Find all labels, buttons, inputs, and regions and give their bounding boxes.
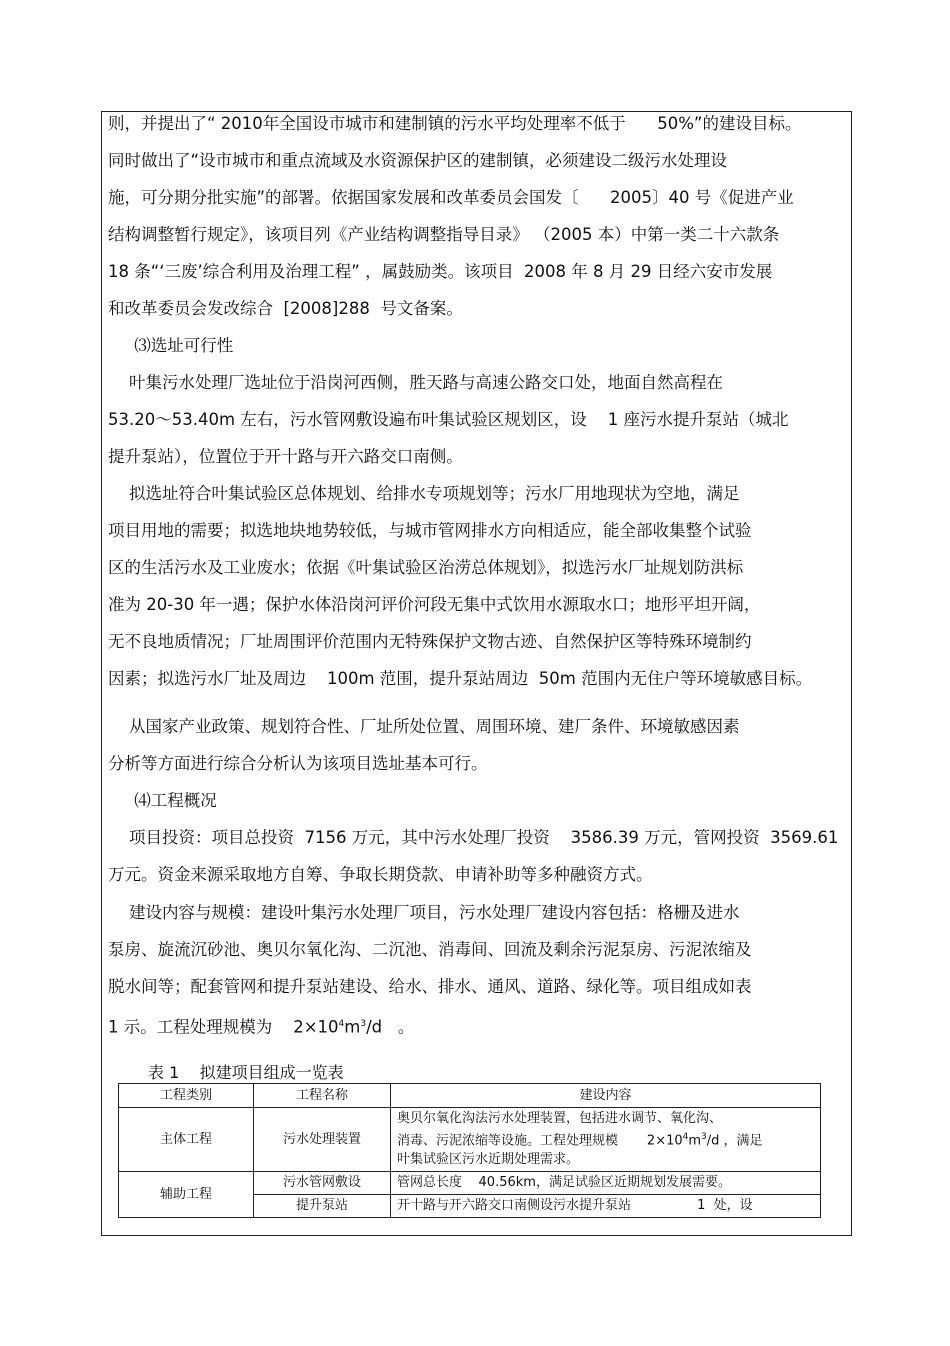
paragraph-line: 53.20～53.40m 左右，污水管网敷设遍布叶集试验区规划区，设 1 座污水提升泵站（城北: [108, 410, 789, 429]
table-cell-category: 主体工程: [119, 1108, 254, 1172]
unit-text: m: [344, 1017, 361, 1037]
superscript: 3: [360, 1019, 367, 1029]
table-cell-name: 提升泵站: [254, 1195, 391, 1218]
table-caption: 表 1 拟建项目组成一览表: [148, 1063, 344, 1082]
superscript: 4: [338, 1019, 345, 1029]
table-cell-category: 辅助工程: [119, 1172, 254, 1218]
paragraph-line: 项目用地的需要；拟选地块地势较低，与城市管网排水方向相适应，能全部收集整个试验: [108, 521, 752, 540]
content-line: 叶集试验区污水近期处理需求。: [397, 1151, 580, 1167]
content-line: [397, 1128, 814, 1150]
table-cell-content: [391, 1108, 821, 1172]
table-header-cell: 建设内容: [391, 1084, 821, 1108]
paragraph-line: 提升泵站），位置位于开十路与开六路交口南侧。: [108, 447, 463, 466]
unit-text: /d ，满足: [706, 1133, 763, 1149]
paragraph-line: 叶集污水处理厂选址位于沿岗河西侧，胜天路与高速公路交口处，地面自然高程在: [108, 373, 723, 392]
paragraph-line: 项目投资：项目总投资 7156 万元，其中污水处理厂投资 3586.39 万元，管网投资 3569.61: [108, 828, 839, 847]
paragraph-line: 万元。资金来源采取地方自筹、争取长期贷款、申请补助等多种融资方式。: [108, 865, 653, 884]
paragraph-line: 施，可分期分批实施”的部署。依据国家发展和改革委员会国发〔 2005〕40 号《促进产业: [108, 188, 794, 207]
paragraph-line: 无不良地质情况；厂址周围评价范围内无特殊保护文物古迹、自然保护区等特殊环境制约: [108, 632, 752, 651]
table-header-cell: 工程类别: [119, 1084, 254, 1108]
content-text: 消毒、污泥浓缩等设施。工程处理规模 2×10: [397, 1133, 683, 1149]
unit-text: m: [688, 1133, 702, 1149]
table-row: [119, 1172, 821, 1195]
paragraph-line: 同时做出了“设市城市和重点流域及水资源保护区的建制镇，必须建设二级污水处理设: [108, 151, 728, 170]
paragraph-line: 拟选址符合叶集试验区总体规划、给排水专项规划等；污水厂用地现状为空地，满足: [108, 484, 740, 503]
paragraph-line: 准为 20-30 年一遇；保护水体沿岗河评价河段无集中式饮用水源取水口；地形平坦开阔，: [108, 595, 761, 614]
paragraph-line: 建设内容与规模：建设叶集污水处理厂项目，污水处理厂建设内容包括：格栅及进水: [108, 903, 740, 922]
paragraph-line: 和改革委员会发改综合 [2008]288 号文备案。: [108, 299, 463, 318]
paragraph-line-text: 1 示。工程处理规模为 2×10: [108, 1017, 339, 1037]
table-cell-content: 开十路与开六路交口南侧设污水提升泵站 1 处，设: [391, 1195, 821, 1218]
paragraph-line: 脱水间等；配套管网和提升泵站建设、给水、排水、通风、道路、绿化等。项目组成如表: [108, 977, 752, 996]
table-cell-name: 污水处理装置: [254, 1108, 391, 1172]
paragraph-line: 分析等方面进行综合分析认为该项目选址基本可行。: [108, 754, 488, 773]
paragraph-line: 则，并提出了“ 2010年全国设市城市和建制镇的污水平均处理率不低于 50%”的建设目标。: [108, 114, 802, 133]
paragraph-line: 区的生活污水及工业废水；依据《叶集试验区治涝总体规划》，拟选污水厂址规划防洪标: [108, 558, 744, 577]
paragraph-line: 从国家产业政策、规划符合性、厂址所处位置、周围环境、建厂条件、环境敏感因素: [108, 717, 740, 736]
unit-text: /d 。: [366, 1017, 415, 1037]
table-header-cell: 工程名称: [254, 1084, 391, 1108]
paragraph-line: 因素；拟选污水厂址及周边 100m 范围，提升泵站周边 50m 范围内无住户等环境敏感目标。: [108, 669, 813, 688]
table-row: [119, 1108, 821, 1172]
section-heading: ⑷工程概况: [108, 791, 217, 810]
section-heading: ⑶选址可行性: [108, 336, 234, 355]
content-line: 奥贝尔氧化沟法污水处理装置，包括进水调节、氧化沟、: [397, 1111, 723, 1127]
project-composition-table: [118, 1083, 821, 1218]
paragraph-line: 泵房、旋流沉砂池、奥贝尔氧化沟、二沉池、消毒间、回流及剩余污泥泵房、污泥浓缩及: [108, 940, 752, 959]
paragraph-line: 18 条“‘三废’综合利用及治理工程” ，属鼓励类。该项目 2008 年 8 月 29 日经六安市发展: [108, 262, 773, 281]
table-cell-name: 污水管网敷设: [254, 1172, 391, 1195]
superscript: 3: [701, 1132, 707, 1143]
paragraph-line: 结构调整暂行规定》，该项目列《产业结构调整指导目录》 （2005 本）中第一类二十六款条: [108, 225, 780, 244]
paragraph-line: [108, 1013, 414, 1039]
superscript: 4: [682, 1132, 689, 1143]
table-cell-content: 管网总长度 40.56km，满足试验区近期规划发展需要。: [391, 1172, 821, 1195]
table-header-row: [119, 1084, 821, 1108]
